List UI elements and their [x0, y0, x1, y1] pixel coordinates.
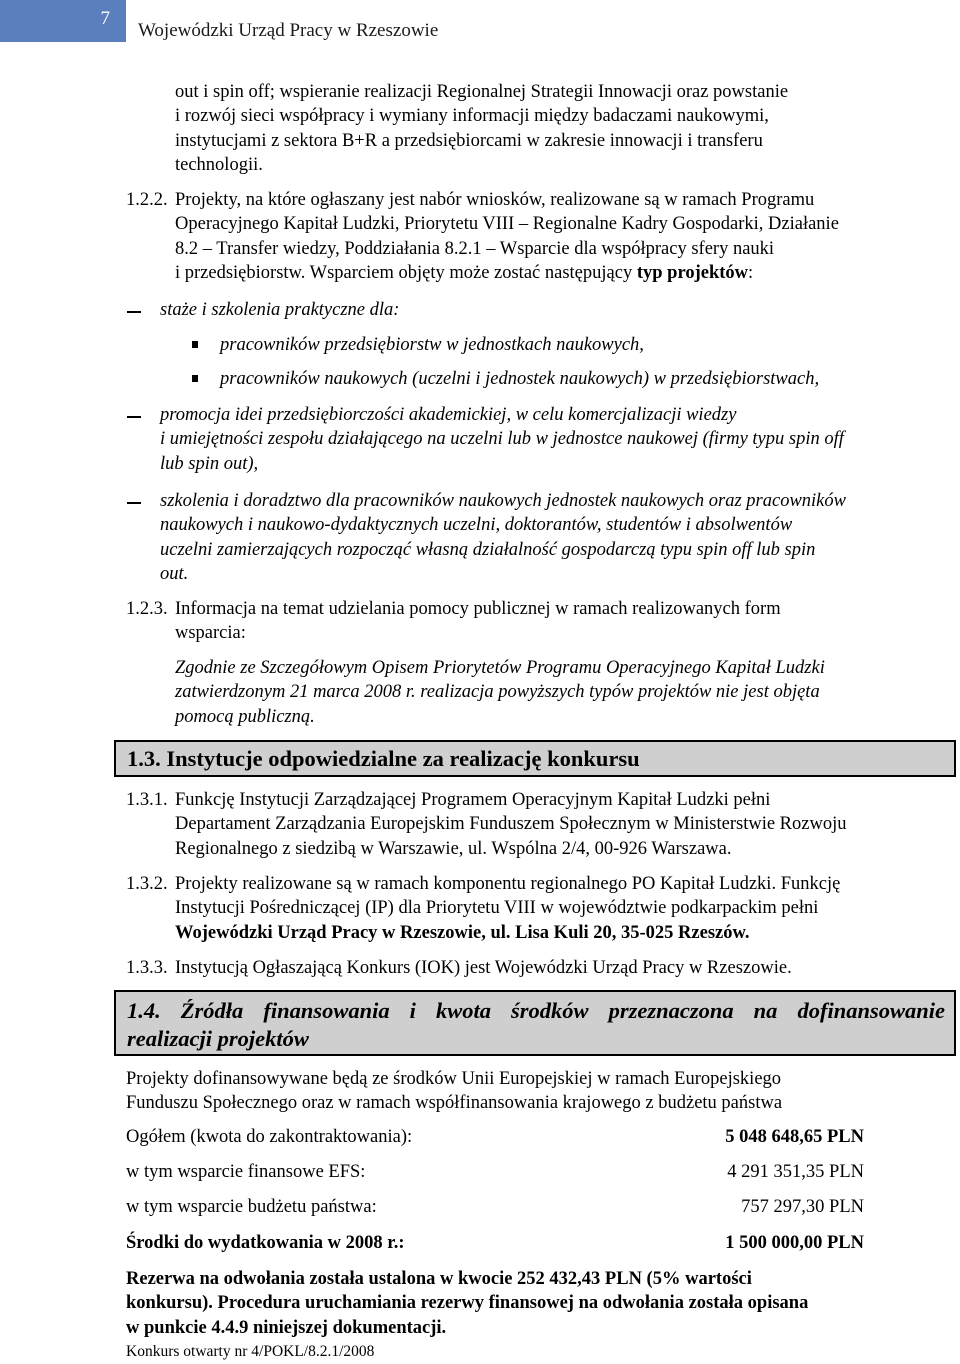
sub-bullet-1: pracowników przedsiębiorstw w jednostkach naukowych,: [220, 335, 644, 355]
amount-value: 1 500 000,00 PLN: [725, 1233, 864, 1253]
header-title: Wojewódzki Urząd Pracy w Rzeszowie: [138, 20, 439, 41]
amount-row-total: [126, 1127, 864, 1148]
amount-value: 5 048 648,65 PLN: [725, 1127, 864, 1147]
section-1-3-3-text: Instytucją Ogłaszającą Konkurs (IOK) jest Wojewódzki Urząd Pracy w Rzeszowie.: [175, 958, 792, 978]
section-number-1-2-3: 1.2.3.: [126, 599, 168, 619]
sub-bullet-2: pracowników naukowych (uczelni i jednostek naukowych) w przedsiębiorstwach,: [220, 369, 820, 389]
amount-label: Ogółem (kwota do zakontraktowania):: [126, 1127, 413, 1147]
bullet-training: szkolenia i doradztwo dla pracowników naukowych jednostek naukowych oraz pracowników naukowych i naukowo-dydaktycznych uczelni, doktorantów, studentów i absolwentów uczelni zamierzających rozpocząć własną działalność gospodarczą typu spin off lub spin out.: [160, 491, 846, 585]
bullet-internships: staże i szkolenia praktyczne dla:: [160, 300, 400, 320]
amount-label: Środki do wydatkowania w 2008 r.:: [126, 1233, 405, 1253]
dash-bullet: [127, 502, 141, 504]
section-1-2-2-text: Projekty, na które ogłaszany jest nabór wniosków, realizowane są w ramach Programu Operacyjnego Kapitał Ludzki, Priorytetu VIII – Regionalne Kadry Gospodarki, Działanie 8.2 – Transfer wiedzy, Poddziałania 8.2.1 – Wsparcie dla współpracy sfery nauki: [175, 190, 839, 259]
amount-row-efs: [126, 1162, 864, 1183]
funding-intro: Projekty dofinansowywane będą ze środków Unii Europejskiej w ramach Europejskiego Funduszu Społecznego oraz w ramach współfinansowania krajowego z budżetu państwa: [126, 1069, 783, 1114]
intro-paragraph: out i spin off; wspieranie realizacji Regionalnej Strategii Innowacji oraz powstanie i rozwój sieci współpracy i wymiany informacji między badaczami naukowymi, instytucjami z sektora B+R a przedsiębiorcami w zakresie innowacji i transferu technologii.: [175, 82, 789, 176]
section-1-3-1-text: Funkcję Instytucji Zarządzającej Programem Operacyjnym Kapitał Ludzki pełni Departament Zarządzania Europejskim Funduszem Społecznym w Ministerstwie Rozwoju Regionalnego z siedzibą w Warszawie, ul. Wspólna 2/4, 00-926 Warszawa.: [175, 790, 847, 859]
square-bullet: [192, 375, 198, 382]
dash-bullet: [127, 311, 141, 313]
amount-label: w tym wsparcie finansowe EFS:: [126, 1162, 366, 1182]
amount-label: w tym wsparcie budżetu państwa:: [126, 1197, 377, 1217]
square-bullet: [192, 341, 198, 348]
amount-value: 757 297,30 PLN: [741, 1197, 864, 1217]
footer-text: Konkurs otwarty nr 4/POKL/8.2.1/2008: [126, 1343, 375, 1360]
section-number-1-3-3: 1.3.3.: [126, 958, 168, 978]
page-number-badge: 7: [0, 0, 126, 42]
section-heading-1-3: 1.3. Instytucje odpowiedzialne za realizację konkursu: [114, 740, 956, 777]
section-1-2-2-last-line: i przedsiębiorstw. Wsparciem objęty może zostać następujący typ projektów:: [175, 263, 754, 283]
section-number-1-3-2: 1.3.2.: [126, 874, 168, 894]
reserve-paragraph: Rezerwa na odwołania została ustalona w kwocie 252 432,43 PLN (5% wartości konkursu). Procedura uruchamiania rezerwy finansowej na odwołania została opisana w punkcie 4.4.9 niniejszej dokumentacji.: [126, 1269, 809, 1338]
section-1-3-2-text: Projekty realizowane są w ramach komponentu regionalnego PO Kapitał Ludzki. Funkcję Instytucji Pośredniczącej (IP) dla Priorytetu VIII w województwie podkarpackim pełni Wojewódzki Urząd Pracy w Rzeszowie, ul. Lisa Kuli 20, 35-025 Rzeszów.: [175, 874, 841, 943]
section-number-1-3-1: 1.3.1.: [126, 790, 168, 810]
bullet-promotion: promocja idei przedsiębiorczości akademickiej, w celu komercjalizacji wiedzy i umiejętności zespołu działającego na uczelni lub w jednostce naukowej (firmy typu spin off lub spin out),: [160, 405, 844, 474]
section-1-2-3-italic: Zgodnie ze Szczegółowym Opisem Priorytetów Programu Operacyjnego Kapitał Ludzki zatwierdzonym 21 marca 2008 r. realizacja powyższych typów projektów nie jest objęta pomocą publiczną.: [175, 658, 825, 727]
dash-bullet: [127, 416, 141, 418]
section-number-1-2-2: 1.2.2.: [126, 190, 168, 210]
section-heading-1-4: 1.4. Źródła finansowania i kwota środków przeznaczona na dofinansowanie realizacji projektów: [114, 990, 956, 1056]
amount-row-2008: [126, 1233, 864, 1254]
amount-row-state-budget: [126, 1197, 864, 1218]
section-1-2-3-text: Informacja na temat udzielania pomocy publicznej w ramach realizowanych form wsparcia:: [175, 599, 781, 644]
amount-value: 4 291 351,35 PLN: [727, 1162, 864, 1182]
